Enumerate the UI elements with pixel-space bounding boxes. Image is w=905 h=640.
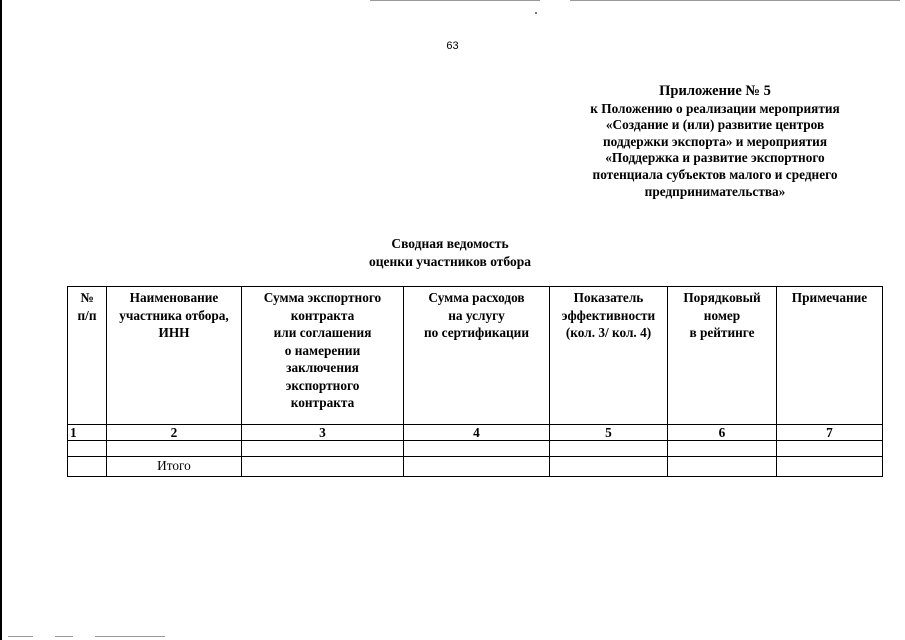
header-line: экспортного (285, 377, 360, 393)
header-line: № (80, 290, 94, 305)
header-line: участника отбора, (119, 307, 229, 323)
header-cell-rank (668, 287, 777, 425)
header-line: Сумма расходов (428, 290, 525, 305)
header-line: на услугу (448, 307, 505, 323)
table-cell (68, 441, 107, 457)
table-header-row (68, 287, 883, 425)
header-cell-contract-sum (242, 287, 404, 425)
appendix-line: предпринимательства» (644, 183, 786, 199)
document-title (300, 235, 600, 271)
column-number: 1 (68, 425, 107, 441)
header-line: в рейтинге (689, 325, 755, 340)
appendix-line: «Поддержка и развитие экспортного (605, 150, 825, 166)
header-cell-efficiency (550, 287, 668, 425)
total-label: Итого (107, 457, 242, 477)
header-line: или соглашения (273, 325, 372, 340)
header-line: Сумма экспортного (263, 290, 382, 305)
table-cell (107, 441, 242, 457)
header-line: по сертификации (424, 325, 529, 340)
column-number: 2 (107, 425, 242, 441)
scan-artifact-top-right (570, 0, 900, 1)
table-cell (68, 457, 107, 477)
page-number: 63 (446, 40, 459, 52)
header-line: эффективности (561, 307, 656, 323)
scan-speck (535, 12, 537, 14)
table-cell (404, 457, 550, 477)
header-line: номер (703, 307, 741, 323)
column-number: 5 (550, 425, 668, 441)
appendix-title: Приложение № 5 (659, 83, 771, 99)
column-number: 3 (242, 425, 404, 441)
header-cell-number (68, 287, 107, 425)
summary-table (67, 286, 883, 477)
header-line: Порядковый (683, 290, 761, 305)
scan-artifact-bottom (8, 636, 33, 637)
table-cell (668, 457, 777, 477)
header-line: Наименование (129, 290, 219, 305)
header-line: п/п (77, 307, 97, 323)
scan-artifact-bottom (95, 636, 165, 637)
table-cell (777, 457, 883, 477)
table-cell (404, 441, 550, 457)
header-line: (кол. 3/ кол. 4) (565, 325, 652, 340)
header-line: Примечание (791, 290, 868, 305)
column-number-row (68, 425, 883, 441)
appendix-block (560, 83, 870, 200)
table-cell (550, 457, 668, 477)
scan-artifact-top (370, 0, 540, 1)
column-number: 7 (777, 425, 883, 441)
total-row (68, 457, 883, 477)
table-cell (242, 441, 404, 457)
column-number: 4 (404, 425, 550, 441)
header-line: заключения (286, 360, 359, 375)
header-line: о намерении (284, 342, 361, 358)
scan-artifact-bottom (55, 636, 73, 637)
appendix-line: поддержки экспорта» и мероприятия (602, 133, 828, 149)
table-cell (550, 441, 668, 457)
appendix-line: потенциала субъектов малого и среднего (592, 166, 838, 182)
header-cell-participant (107, 287, 242, 425)
scan-margin-edge (0, 0, 2, 640)
appendix-line: «Создание и (или) развитие центров (605, 117, 825, 133)
column-number: 6 (668, 425, 777, 441)
table-cell (777, 441, 883, 457)
header-cell-note (777, 287, 883, 425)
header-line: контракта (290, 307, 355, 323)
header-line: ИНН (158, 325, 190, 340)
document-title-line: Сводная ведомость (391, 236, 509, 251)
document-title-line: оценки участников отбора (369, 254, 531, 269)
header-line: контракта (290, 395, 355, 410)
appendix-line: к Положению о реализации мероприятия (590, 100, 840, 116)
header-cell-certification-costs (404, 287, 550, 425)
header-line: Показатель (573, 290, 644, 305)
table-row (68, 441, 883, 457)
table-cell (668, 441, 777, 457)
table-cell (242, 457, 404, 477)
